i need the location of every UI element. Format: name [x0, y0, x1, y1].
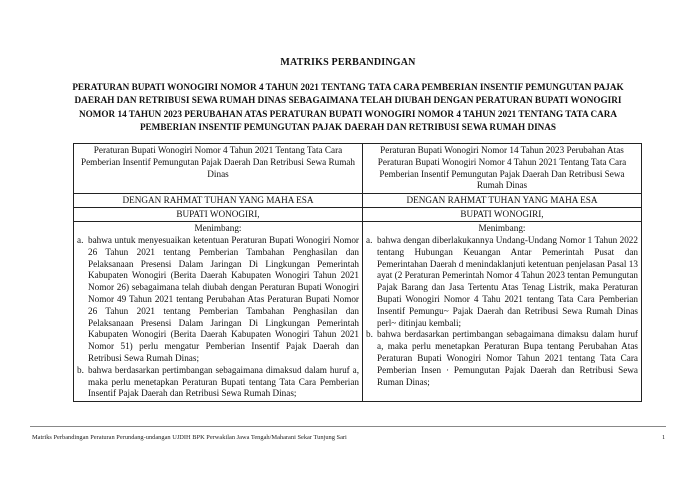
- left-menimbang-label: Menimbang:: [194, 223, 242, 234]
- item-marker: b.: [77, 364, 84, 375]
- list-item: [366, 329, 638, 388]
- item-text: bahwa untuk menyesuaikan ketentuan Peraturan Bupati Wonogiri Nomor 26 Tahun 2021 tentang Pemberian Tambahan Penghasilan dan Pelaksanaan Presensi Dalam Jaringan Di Lingkungan Pemerintah Kabupaten Wonogiri (Berita Daerah Kabupaten Wonogiri Tahun 2021 Nomor 26) sebagaimana telah diubah dengan Peraturan Bupati Wonogiri Nomor 49 Tahun 2021 tentang Perubahan Atas Peraturan Bupati Nomor 26 Tahun 2021 tentang Pemberian Tambahan Penghasilan dan Pelaksanaan Presensi Dalam Jaringan Di Lingkungan Pemerintah Kabupaten Wonogiri (Berita Daerah Kabupaten Wonogiri Tahun 2021 Nomor 51) perlu mengatur Pemberian Insentif Pajak Daerah dan Retribusi Sewa Rumah Dinas;: [88, 234, 359, 363]
- left-items: [77, 235, 359, 400]
- menimbang-row: [74, 222, 642, 402]
- right-bupati: BUPATI WONOGIRI,: [363, 208, 642, 222]
- page-number: 1: [662, 434, 666, 441]
- item-marker: b.: [366, 329, 373, 340]
- left-column-header: Peraturan Bupati Wonogiri Nomor 4 Tahun 2021 Tentang Tata Cara Pemberian Insentif Pemungutan Pajak Daerah Dan Retribusi Sewa Rumah Dinas: [74, 144, 363, 194]
- footer-divider: [30, 426, 666, 427]
- right-rahmat: DENGAN RAHMAT TUHAN YANG MAHA ESA: [363, 194, 642, 208]
- left-bupati: BUPATI WONOGIRI,: [74, 208, 363, 222]
- item-marker: a.: [366, 234, 373, 245]
- document-title: MATRIKS PERBANDINGAN: [280, 57, 416, 68]
- footer-text: Matriks Perbandingan Peraturan Perundang-undangan UJDIH BPK Perwakilan Jawa Tengah/Maharani Sekar Tunjung Sari: [32, 434, 347, 441]
- left-menimbang-cell: [74, 222, 363, 402]
- rahmat-row: [74, 194, 642, 208]
- list-item: [77, 235, 359, 365]
- document-subtitle: PERATURAN BUPATI WONOGIRI NOMOR 4 TAHUN 2021 TENTANG TATA CARA PEMBERIAN INSENTIF PEMUNGUTAN PAJAK DAERAH DAN RETRIBUSI SEWA RUMAH DINAS SEBAGAIMANA TELAH DIUBAH DENGAN PERATURAN BUPATI WONOGIRI NOMOR 14 TAHUN 2023 PERUBAHAN ATAS PERATURAN BUPATI WONOGIRI NOMOR 4 TAHUN 2021 TENTANG TATA CARA PEMBERIAN INSENTIF PEMUNGUTAN PAJAK DAERAH DAN RETRIBUSI SEWA RUMAH DINAS: [72, 82, 624, 133]
- item-text: bahwa dengan diberlakukannya Undang-Undang Nomor 1 Tahun 2022 tentang Hubungan Keuangan Antar Pemerintah Pusat dan Pemerintahan Daerah d menindaklanjuti ketentuan penjelasan Pasal 13 ayat (2 Peraturan Pemerintah Nomor 4 Tahun 2023 tentan Pemungutan Pajak Barang dan Jasa Tertentu Atas Tenag Listrik, maka Peraturan Bupati Wonogiri Nomor 4 Tahu 2021 tentang Tata Cara Pemberian Insentif Pemungu~ Pajak Daerah dan Retribusi Sewa Rumah Dinas perl~ ditinjau kembali;: [377, 234, 638, 328]
- right-menimbang-label: Menimbang:: [478, 223, 526, 234]
- right-items: [366, 235, 638, 388]
- item-text: bahwa berdasarkan pertimbangan sebagaimana dimaksud dalam huruf a, maka perlu menetapkan Peraturan Bupati tentang Tata Cara Pemberian Insentif Pajak Daerah dan Retribusi Sewa Rumah Dinas;: [88, 364, 359, 399]
- right-menimbang-cell: [363, 222, 642, 402]
- item-marker: a.: [77, 234, 84, 245]
- list-item: [366, 235, 638, 329]
- list-item: [77, 365, 359, 400]
- comparison-table: [73, 143, 642, 402]
- right-column-header: Peraturan Bupati Wonogiri Nomor 14 Tahun 2023 Perubahan Atas Peraturan Bupati Wonogiri Nomor 4 Tahun 2021 Tentang Tata Cara Pemberian Insentif Pemungutan Pajak Daerah Dan Retribusi Sewa Rumah Dinas: [363, 144, 642, 194]
- left-rahmat: DENGAN RAHMAT TUHAN YANG MAHA ESA: [74, 194, 363, 208]
- item-text: bahwa berdasarkan pertimbangan sebagaimana dimaksu dalam huruf a, maka perlu menetapkan Peraturan Bupa tentang Perubahan Atas Peraturan Bupati Wonogiri Nomor Tahun 2021 tentang Tata Cara Pemberian Insen · Pemungutan Pajak Daerah dan Retribusi Sewa Ruman Dinas;: [377, 329, 638, 387]
- bupati-row: [74, 208, 642, 222]
- table-header-row: [74, 144, 642, 194]
